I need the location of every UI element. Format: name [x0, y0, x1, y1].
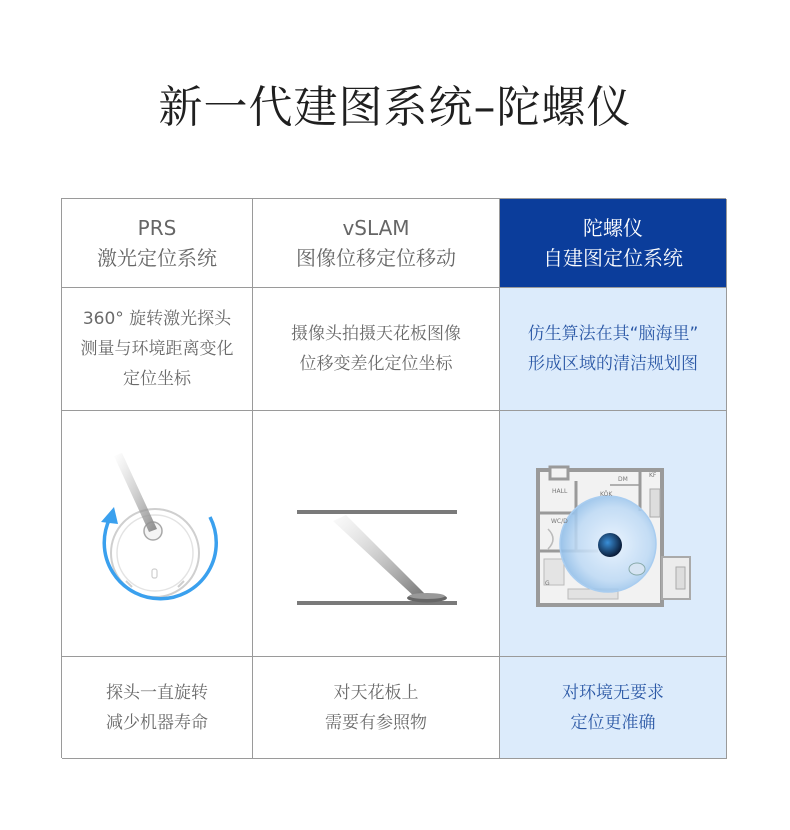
header-prs	[62, 199, 253, 288]
foot-line: 对天花板上	[333, 682, 419, 703]
illustration-vslam	[253, 411, 500, 657]
robot-laser-illustration	[62, 411, 252, 656]
gyro-name: 陀螺仪	[583, 216, 643, 240]
desc-line: 定位坐标	[123, 369, 191, 389]
illustration-gyro	[500, 411, 727, 657]
floorplan-label: WC/D	[551, 518, 568, 525]
foot-line: 需要有参照物	[325, 712, 427, 733]
prs-name: PRS	[137, 216, 177, 240]
vslam-name: vSLAM	[342, 216, 410, 240]
header-gyro	[500, 199, 727, 288]
floorplan-illustration	[500, 411, 726, 656]
foot-prs	[62, 657, 253, 759]
desc-line: 360° 旋转激光探头	[82, 309, 232, 329]
desc-gyro	[500, 288, 727, 411]
floorplan-label: HALL	[552, 488, 568, 495]
gyro-subtitle: 自建图定位系统	[543, 246, 683, 270]
page-title: 新一代建图系统–陀螺仪	[158, 82, 632, 133]
ceiling-camera-illustration	[253, 411, 499, 656]
desc-prs	[62, 288, 253, 411]
comparison-table	[61, 198, 726, 758]
floorplan-label: DM	[618, 476, 628, 483]
ceiling-line	[297, 510, 457, 514]
header-vslam	[253, 199, 500, 288]
foot-line: 探头一直旋转	[106, 682, 208, 703]
gyro-core	[598, 533, 622, 557]
arrow-head-icon	[101, 507, 118, 524]
desc-line: 测量与环境距离变化	[80, 339, 234, 359]
foot-line: 减少机器寿命	[106, 712, 208, 733]
floorplan-label: G	[545, 580, 550, 587]
desc-line: 形成区域的清洁规划图	[528, 354, 698, 374]
desc-line: 仿生算法在其“脑海里”	[527, 324, 699, 344]
desc-line: 位移变差化定位坐标	[299, 354, 453, 374]
illustration-prs	[62, 411, 253, 657]
vslam-subtitle: 图像位移定位移动	[296, 246, 456, 270]
floorplan-label: KF	[649, 472, 657, 479]
foot-vslam	[253, 657, 500, 759]
foot-line: 定位更准确	[570, 712, 656, 733]
camera-beam	[333, 515, 426, 599]
foot-line: 对环境无要求	[562, 682, 664, 703]
prs-subtitle: 激光定位系统	[97, 246, 217, 270]
foot-gyro	[500, 657, 727, 759]
desc-vslam	[253, 288, 500, 411]
floorplan-label: KÖK	[600, 491, 613, 498]
desc-line: 摄像头拍摄天花板图像	[291, 324, 461, 344]
